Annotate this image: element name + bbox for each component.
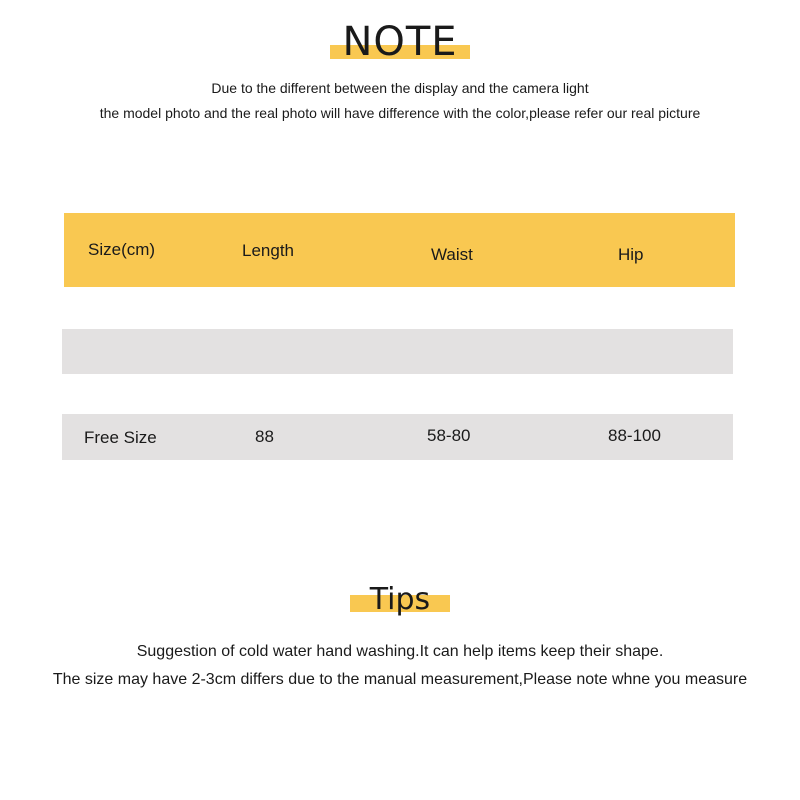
size-table-header-row — [64, 213, 735, 287]
note-title-text: NOTE — [342, 19, 458, 65]
cell-hip-88-100: 88-100 — [608, 426, 661, 445]
header-hip: Hip — [618, 245, 644, 264]
note-line-2: the model photo and the real photo will have difference with the color,please refer our real picture — [99, 105, 701, 121]
tips-title — [354, 582, 446, 617]
tips-line-2: The size may have 2-3cm differs due to the manual measurement,Please note whne you measure — [52, 671, 748, 688]
cell-size-free: Free Size — [84, 428, 157, 447]
tips-title-text: Tips — [369, 582, 431, 617]
cell-waist-58-80: 58-80 — [427, 426, 471, 445]
note-heading-wrap — [0, 19, 800, 65]
tips-heading-wrap — [0, 582, 800, 617]
size-table-row-empty — [62, 329, 733, 374]
header-size: Size(cm) — [88, 240, 156, 259]
cell-length-88: 88 — [255, 427, 274, 446]
note-title — [332, 19, 467, 65]
note-line-1: Due to the different between the display and the camera light — [211, 80, 589, 96]
tips-line-1: Suggestion of cold water hand washing.It can help items keep their shape. — [136, 643, 664, 660]
size-table-row-free-size — [62, 414, 733, 460]
header-length: Length — [242, 241, 294, 260]
header-waist: Waist — [431, 245, 473, 264]
